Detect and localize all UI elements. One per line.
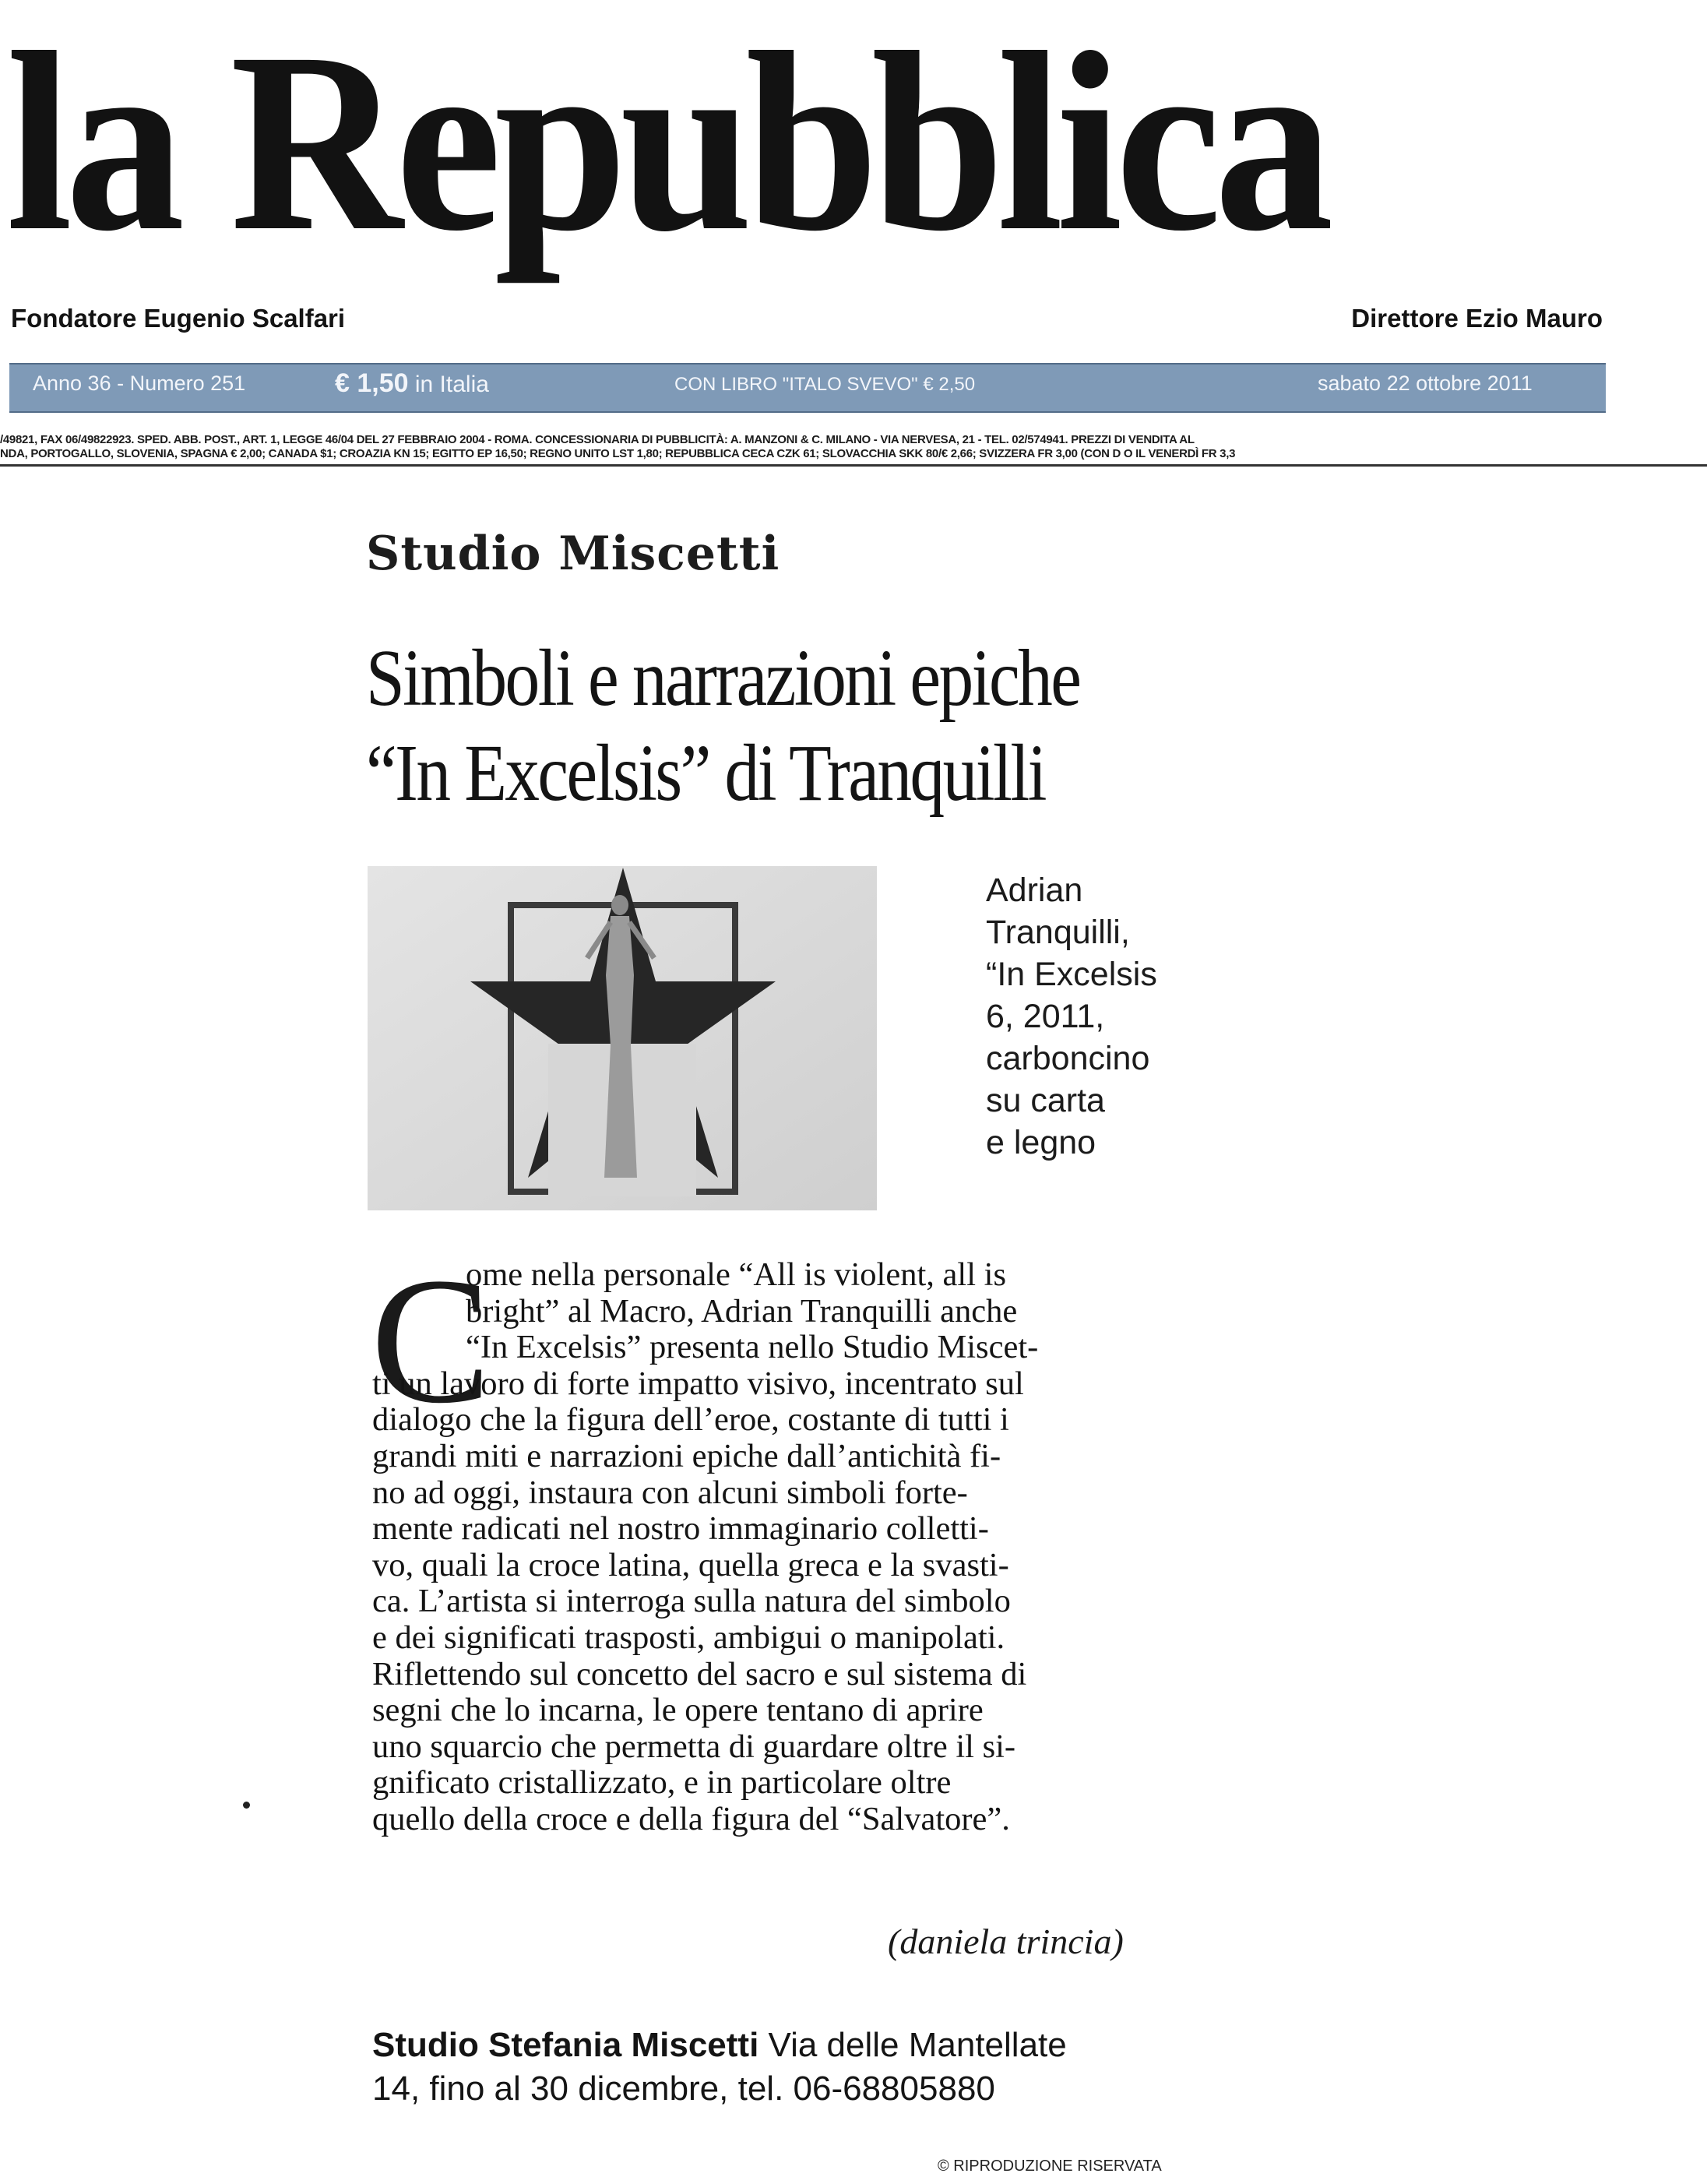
photo-caption (986, 869, 1313, 1164)
masthead-rule (0, 464, 1707, 467)
founder-line: Fondatore Eugenio Scalfari (11, 304, 346, 333)
exhibition-info (372, 2024, 1307, 2111)
artwork-photo (368, 866, 877, 1210)
article-headline (366, 631, 1170, 821)
body-line: uno squarcio che permetta di guardare oltre il si- (372, 1728, 1016, 1765)
director-line: Direttore Ezio Mauro (1351, 304, 1603, 333)
caption-line: “In Excelsis (986, 956, 1157, 993)
author-byline: (daniela trincia) (888, 1922, 1124, 1961)
venue-name: Studio Stefania Miscetti (372, 2026, 759, 2064)
body-line: ca. L’artista si interroga sulla natura del simbolo (372, 1583, 1011, 1620)
body-line: no ad oggi, instaura con alcuni simboli forte- (372, 1474, 968, 1511)
body-line: mente radicati nel nostro immaginario colletti- (372, 1511, 989, 1548)
caption-line: su carta (986, 1082, 1105, 1119)
price-amount: € 1,50 (335, 368, 409, 398)
body-line: “In Excelsis” presenta nello Studio Miscet- (466, 1330, 1039, 1366)
body-line: grandi miti e narrazioni epiche dall’antichità fi- (372, 1438, 1001, 1474)
body-line: bright” al Macro, Adrian Tranquilli anche (466, 1293, 1018, 1330)
body-line: vo, quali la croce latina, quella greca e la svasti- (372, 1547, 1009, 1583)
fine-print-line-1: /49821, FAX 06/49822923. SPED. ABB. POST., ART. 1, LEGGE 46/04 DEL 27 FEBBRAIO 2004 - ROMA. CONCESSIONARIA DI PUBBLICITÀ: A. MANZONI & C. MILANO - VIA NERVESA, 21 - TEL. 02/574941. PREZZI DI VENDITA AL (0, 433, 1195, 446)
body-line: e dei significati trasposti, ambigui o manipolati. (372, 1619, 1005, 1656)
article-body (372, 1257, 1237, 1838)
body-line: gnificato cristallizzato, e in particolare oltre (372, 1765, 952, 1802)
body-line: ome nella personale “All is violent, all is (466, 1257, 1006, 1293)
star-artwork-image (368, 866, 877, 1210)
drop-cap: C (371, 1241, 491, 1441)
issue-date: sabato 22 ottobre 2011 (1318, 372, 1533, 395)
venue-address: Via delle Mantellate (758, 2026, 1067, 2064)
price (335, 368, 489, 399)
issue-info-bar (9, 363, 1606, 413)
caption-line: Tranquilli, (986, 914, 1130, 951)
headline-line-2: “In Excelsis” di Tranquilli (366, 728, 1045, 818)
caption-line: 6, 2011, (986, 998, 1105, 1035)
venue-details: 14, fino al 30 dicembre, tel. 06-68805880 (372, 2070, 995, 2108)
newspaper-masthead: la Repubblica (6, 6, 1327, 284)
print-speck (243, 1802, 250, 1809)
body-line: segni che lo incarna, le opere tentano di aprire (372, 1693, 984, 1729)
body-line: ti un lavoro di forte impatto visivo, incentrato sul (372, 1365, 1024, 1402)
body-line: dialogo che la figura dell’eroe, costante di tutti i (372, 1402, 1009, 1439)
copyright-notice: © RIPRODUZIONE RISERVATA (938, 2158, 1162, 2175)
headline-line-1: Simboli e narrazioni epiche (366, 633, 1080, 723)
price-suffix: in Italia (408, 372, 489, 397)
body-line: Riflettendo sul concetto del sacro e sul sistema di (372, 1656, 1027, 1693)
issue-number: Anno 36 - Numero 251 (33, 372, 246, 395)
book-offer: CON LIBRO "ITALO SVEVO" € 2,50 (674, 374, 976, 395)
body-line: quello della croce e della figura del “Salvatore”. (372, 1801, 1010, 1837)
caption-line: Adrian (986, 872, 1083, 909)
fine-print-line-2: NDA, PORTOGALLO, SLOVENIA, SPAGNA € 2,00; CANADA $1; CROAZIA KN 15; EGITTO EP 16,50; REGNO UNITO LST 1,80; REPUBBLICA CECA CZK 61; SLOVACCHIA SKK 80/€ 2,66; SVIZZERA FR 3,00 (CON D O IL VENERDÌ FR 3,3 (0, 447, 1236, 460)
article-kicker: Studio Miscetti (366, 527, 780, 581)
caption-line: carboncino (986, 1040, 1150, 1077)
caption-line: e legno (986, 1124, 1096, 1161)
